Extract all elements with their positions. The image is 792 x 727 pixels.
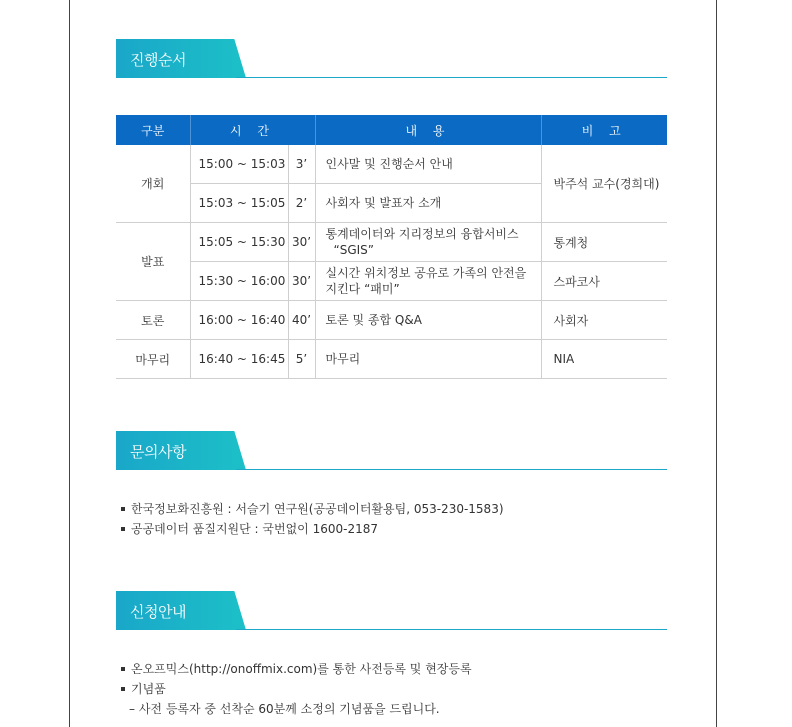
cell-time: 15:30 ~ 16:00 (190, 262, 288, 301)
table-row (116, 145, 667, 184)
cell-time: 16:00 ~ 16:40 (190, 301, 288, 340)
cell-content: 사회자 및 발표자 소개 (315, 184, 541, 223)
cell-category: 마무리 (116, 340, 190, 379)
table-header-row (116, 115, 667, 145)
cell-duration: 40’ (288, 301, 315, 340)
cell-time: 16:40 ~ 16:45 (190, 340, 288, 379)
cell-category: 개회 (116, 145, 190, 223)
cell-duration: 3’ (288, 145, 315, 184)
section-header-contact (116, 431, 667, 471)
list-item: 공공데이터 품질지원단 : 국번없이 1600-2187 (121, 519, 504, 539)
list-item: 기념품 (121, 679, 472, 699)
section-rule (236, 469, 667, 470)
section-title: 신청안내 (130, 603, 186, 621)
content-line: 실시간 위치정보 공유로 가족의 안전을 (325, 266, 527, 280)
header-time: 시 간 (190, 115, 315, 145)
cell-content: 인사말 및 진행순서 안내 (315, 145, 541, 184)
content-line: 통계데이터와 지리정보의 융합서비스 (325, 227, 519, 241)
apply-list (121, 659, 472, 719)
section-header-program (116, 39, 667, 79)
header-content: 내 용 (315, 115, 541, 145)
table-row (116, 262, 667, 301)
section-title: 문의사항 (130, 443, 186, 461)
cell-duration: 2’ (288, 184, 315, 223)
table-row (116, 301, 667, 340)
header-category: 구분 (116, 115, 190, 145)
section-header-apply (116, 591, 667, 631)
section-title: 진행순서 (130, 51, 186, 69)
cell-time: 15:05 ~ 15:30 (190, 223, 288, 262)
content-line: 지킨다 “패미” (325, 282, 400, 296)
content-line: “SGIS” (333, 243, 375, 257)
list-item: 온오프믹스(http://onoffmix.com)를 통한 사전등록 및 현장등록 (121, 659, 472, 679)
list-item: 한국정보화진흥원 : 서슬기 연구원(공공데이터활용팀, 053-230-1583) (121, 499, 504, 519)
cell-duration: 30’ (288, 223, 315, 262)
cell-note: 사회자 (541, 301, 667, 340)
cell-note: 박주석 교수(경희대) (541, 145, 667, 223)
cell-category: 토론 (116, 301, 190, 340)
contact-list (121, 499, 504, 539)
cell-content: 토론 및 종합 Q&A (315, 301, 541, 340)
cell-note: 통계청 (541, 223, 667, 262)
cell-content: 마무리 (315, 340, 541, 379)
section-rule (236, 629, 667, 630)
cell-time: 15:03 ~ 15:05 (190, 184, 288, 223)
list-subitem: – 사전 등록자 중 선착순 60분께 소정의 기념품을 드립니다. (129, 702, 440, 716)
section-rule (236, 77, 667, 78)
cell-duration: 30’ (288, 262, 315, 301)
cell-content (315, 262, 541, 301)
cell-note: 스파코사 (541, 262, 667, 301)
cell-content (315, 223, 541, 262)
cell-category: 발표 (116, 223, 190, 301)
schedule-table (116, 115, 667, 379)
cell-duration: 5’ (288, 340, 315, 379)
table-row (116, 223, 667, 262)
header-note: 비 고 (541, 115, 667, 145)
cell-time: 15:00 ~ 15:03 (190, 145, 288, 184)
table-row (116, 340, 667, 379)
cell-note: NIA (541, 340, 667, 379)
